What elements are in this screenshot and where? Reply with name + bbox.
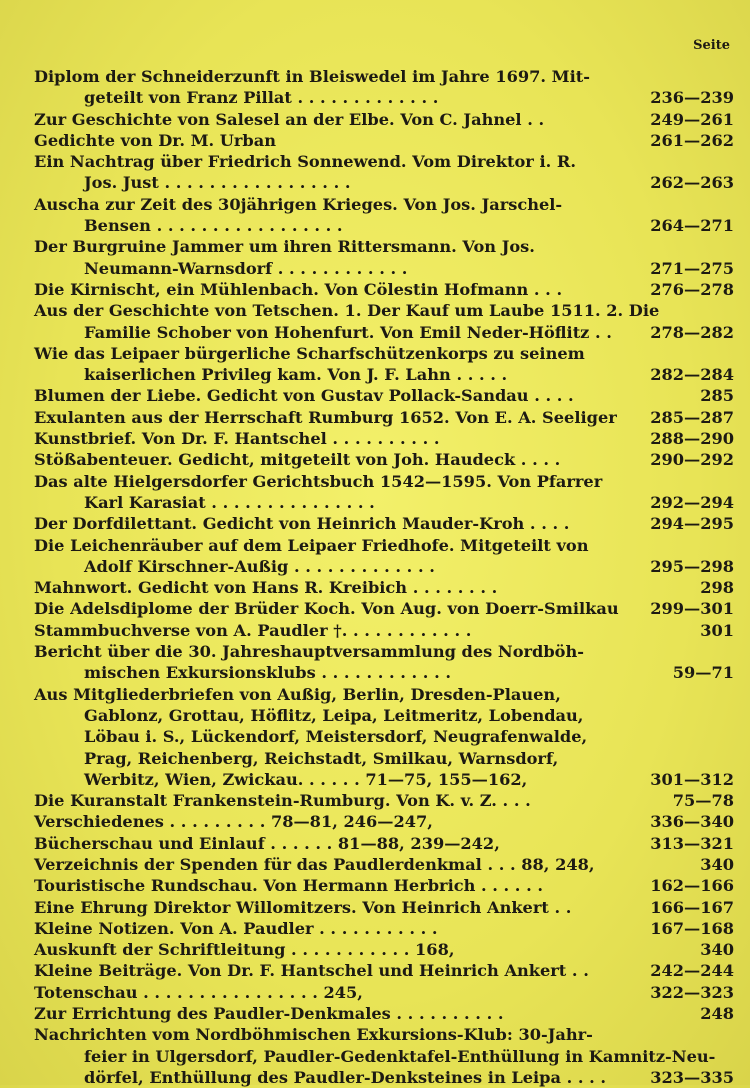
toc-entry [34,684,734,790]
toc-entry [34,1003,734,1024]
toc-entry-line: 299—301 Die Adelsdiplome der Brüder Koch. Von Aug. von Doerr-Smilkau [34,599,734,619]
toc-entry [34,300,734,343]
page-column-header: Seite [693,38,730,53]
toc-entry-line: 166—167 Eine Ehrung Direktor Willomitzers. Von Heinrich Ankert . . [34,897,734,917]
toc-entry [34,620,734,641]
toc-entry [34,66,734,109]
toc-entry-pages: 162—166 [650,876,734,896]
toc-entry [34,130,734,151]
toc-entry [34,343,734,386]
toc-entry-line: 242—244 Kleine Beiträge. Von Dr. F. Hantschel und Heinrich Ankert . . [34,961,734,981]
toc-entry-pages: 336—340 [650,812,734,832]
toc-entry [34,939,734,960]
toc-entry-line: 285—287 Exulanten aus der Herrschaft Rumburg 1652. Von E. A. Seeliger [34,407,734,427]
toc-entry [34,982,734,1003]
toc-entry [34,471,734,514]
toc-entry-pages: 166—167 [650,897,734,917]
toc-entry-line: 262—263 Jos. Just . . . . . . . . . . . . . . . . . [84,173,734,193]
toc-entry-pages: 298 [700,578,734,598]
toc-entry-line: 278—282 Familie Schober von Hohenfurt. Von Emil Neder-Höflitz . . [84,322,734,342]
toc-entry-pages: 75—78 [672,791,734,811]
toc-entry-line: 248 Zur Errichtung des Paudler-Denkmales . . . . . . . . . . [34,1004,734,1024]
toc-entry [34,897,734,918]
toc-entry-line: 236—239 geteilt von Franz Pillat . . . . . . . . . . . . . [84,88,734,108]
table-of-contents [34,66,734,1088]
toc-entry [34,109,734,130]
toc-entry-line: Nachrichten vom Nordböhmischen Exkursions-Klub: 30-Jahr- [34,1025,593,1045]
toc-entry-line: 290—292 Stößabenteuer. Gedicht, mitgeteilt von Joh. Haudeck . . . . [34,450,734,470]
toc-entry-line: feier in Ulgersdorf, Paudler-Gedenktafel-Enthüllung in Kamnitz-Neu- [84,1046,716,1066]
toc-entry-line: Aus der Geschichte von Tetschen. 1. Der Kauf um Laube 1511. 2. Die [34,301,660,321]
toc-entry-line: 340 Verzeichnis der Spenden für das Paudlerdenkmal . . . 88, 248, [34,854,734,874]
toc-entry-line: 301—312 Werbitz, Wien, Zwickau. . . . . . 71—75, 155—162, [84,769,734,789]
toc-entry-line: Gablonz, Grottau, Höflitz, Leipa, Leitmeritz, Lobendau, [84,705,584,725]
toc-entry-line: Diplom der Schneiderzunft in Bleiswedel im Jahre 1697. Mit- [34,67,590,86]
toc-entry [34,918,734,939]
toc-entry [34,598,734,619]
toc-entry [34,449,734,470]
toc-entry-line: 294—295 Der Dorfdilettant. Gedicht von Heinrich Mauder-Kroh . . . . [34,514,734,534]
toc-entry-pages: 295—298 [650,556,734,576]
toc-entry [34,875,734,896]
toc-entry-pages: 249—261 [650,109,734,129]
toc-entry-pages: 285 [700,386,734,406]
toc-entry [34,1024,734,1088]
toc-entry-pages: 248 [700,1004,734,1024]
toc-entry-line: 285 Blumen der Liebe. Gedicht von Gustav Pollack-Sandau . . . . [34,386,734,406]
toc-entry [34,385,734,406]
toc-entry [34,151,734,194]
toc-entry-pages: 294—295 [650,514,734,534]
toc-entry [34,811,734,832]
toc-entry-line: Ein Nachtrag über Friedrich Sonnewend. Vom Direktor i. R. [34,152,576,172]
toc-entry-pages: 167—168 [650,918,734,938]
toc-entry-line: Das alte Hielgersdorfer Gerichtsbuch 1542—1595. Von Pfarrer [34,471,603,491]
toc-entry-pages: 261—262 [650,130,734,150]
toc-entry-line: Bericht über die 30. Jahreshauptversammlung des Nordböh- [34,642,584,662]
toc-entry-pages: 313—321 [650,833,734,853]
toc-entry-line: 282—284 kaiserlichen Privileg kam. Von J. F. Lahn . . . . . [84,365,734,385]
toc-entry-pages: 276—278 [650,279,734,299]
toc-entry-line: Die Leichenräuber auf dem Leipaer Friedhofe. Mitgeteilt von [34,535,589,555]
toc-entry-pages: 264—271 [650,216,734,236]
toc-entry-line: 323—335 dörfel, Enthüllung des Paudler-Denksteines in Leipa . . . . [84,1067,734,1087]
toc-entry-pages: 290—292 [650,450,734,470]
toc-entry [34,428,734,449]
toc-entry-line: 292—294 Karl Karasiat . . . . . . . . . . . . . . . [84,492,734,512]
toc-entry [34,407,734,428]
toc-entry-line: 295—298 Adolf Kirschner-Außig . . . . . . . . . . . . . [84,556,734,576]
toc-entry-line: 298 Mahnwort. Gedicht von Hans R. Kreibich . . . . . . . . [34,578,734,598]
toc-entry-line: 288—290 Kunstbrief. Von Dr. F. Hantschel . . . . . . . . . . [34,429,734,449]
toc-entry [34,960,734,981]
toc-entry-pages: 59—71 [672,663,734,683]
toc-entry-pages: 271—275 [650,258,734,278]
toc-entry-pages: 288—290 [650,429,734,449]
toc-entry [34,236,734,279]
toc-entry-pages: 242—244 [650,961,734,981]
toc-entry-line: Der Burgruine Jammer um ihren Rittersmann. Von Jos. [34,237,535,257]
toc-entry-pages: 262—263 [650,173,734,193]
toc-entry-line: 271—275 Neumann-Warnsdorf . . . . . . . . . . . . [84,258,734,278]
toc-entry-pages: 322—323 [650,982,734,1002]
toc-entry-line: 276—278 Die Kirnischt, ein Mühlenbach. Von Cölestin Hofmann . . . [34,279,734,299]
toc-entry-line: 313—321 Bücherschau und Einlauf . . . . . . 81—88, 239—242, [34,833,734,853]
toc-entry-line: 162—166 Touristische Rundschau. Von Hermann Herbrich . . . . . . [34,876,734,896]
toc-entry [34,641,734,684]
toc-entry-line: 336—340 Verschiedenes . . . . . . . . . 78—81, 246—247, [34,812,734,832]
toc-entry-pages: 301 [700,620,734,640]
toc-entry [34,535,734,578]
toc-entry-line: Aus Mitgliederbriefen von Außig, Berlin, Dresden-Plauen, [34,684,561,704]
toc-entry-line: Auscha zur Zeit des 30jährigen Krieges. Von Jos. Jarschel- [34,194,563,214]
toc-entry-line: 261—262 Gedichte von Dr. M. Urban [34,130,734,150]
toc-entry-pages: 292—294 [650,492,734,512]
toc-entry [34,194,734,237]
toc-entry-pages: 340 [700,940,734,960]
toc-entry-line: Löbau i. S., Lückendorf, Meistersdorf, Neugrafenwalde, [84,727,588,747]
toc-entry-pages: 301—312 [650,769,734,789]
toc-entry [34,790,734,811]
toc-entry-line: 249—261 Zur Geschichte von Salesel an der Elbe. Von C. Jahnel . . [34,109,734,129]
toc-entry-line: 322—323 Totenschau . . . . . . . . . . . . . . . . 245, [34,982,734,1002]
toc-entry [34,854,734,875]
toc-entry-line: 340 Auskunft der Schriftleitung . . . . . . . . . . . 168, [34,940,734,960]
toc-entry-line: 59—71 mischen Exkursionsklubs . . . . . . . . . . . . [84,663,734,683]
toc-entry [34,577,734,598]
toc-entry-line: Wie das Leipaer bürgerliche Scharfschützenkorps zu seinem [34,343,585,363]
toc-entry-pages: 285—287 [650,407,734,427]
toc-entry [34,833,734,854]
toc-entry-line: Prag, Reichenberg, Reichstadt, Smilkau, Warnsdorf, [84,748,559,768]
toc-entry-line: 75—78 Die Kuranstalt Frankenstein-Rumburg. Von K. v. Z. . . . [34,791,734,811]
toc-entry [34,279,734,300]
toc-entry-pages: 236—239 [650,88,734,108]
toc-entry-pages: 278—282 [650,322,734,342]
toc-entry-line: 301 Stammbuchverse von A. Paudler †. . . . . . . . . . . . [34,620,734,640]
toc-entry [34,513,734,534]
toc-entry-pages: 323—335 [650,1067,734,1087]
toc-entry-line: 264—271 Bensen . . . . . . . . . . . . . . . . . [84,216,734,236]
toc-entry-line: 167—168 Kleine Notizen. Von A. Paudler . . . . . . . . . . . [34,918,734,938]
toc-entry-pages: 282—284 [650,365,734,385]
toc-entry-pages: 340 [700,854,734,874]
toc-entry-pages: 299—301 [650,599,734,619]
